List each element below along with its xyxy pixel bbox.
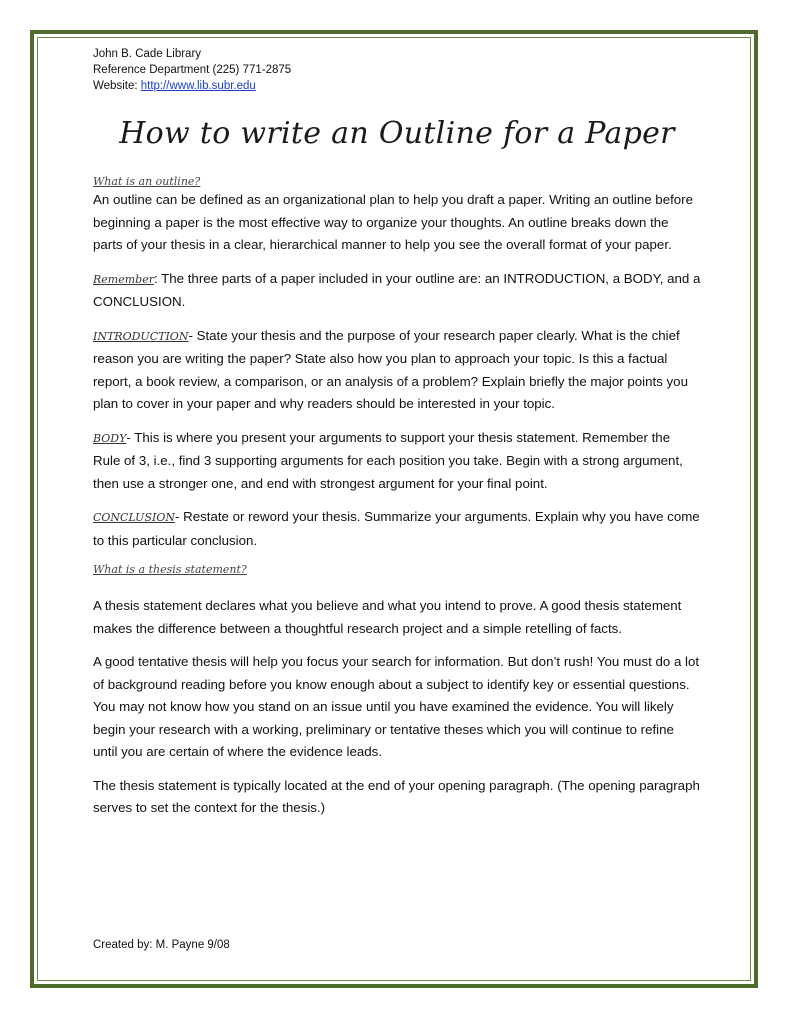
thesis-heading: What is a thesis statement? xyxy=(93,563,247,576)
what-is-outline-heading: What is an outline? xyxy=(93,175,201,188)
thesis-paragraph-1: A thesis statement declares what you believe and what you intend to prove. A good thesis statement makes the difference between a thoughtful research project and a simple retelling of facts. xyxy=(93,598,682,636)
body-paragraph xyxy=(93,427,701,496)
introduction-paragraph xyxy=(93,325,701,416)
thesis-paragraph-3: The thesis statement is typically located at the end of your opening paragraph. (The opening paragraph serves to set the context for the thesis.) xyxy=(93,777,700,815)
conclusion-label: CONCLUSION xyxy=(93,511,175,524)
introduction-text: - State your thesis and the purpose of your research paper clearly. What is the chief reason you are writing the paper? State also how you plan to approach your topic. Is this a factual report, a book review, a comparison, or an analysis of a problem? Explain briefly the major points you plan to cover in your paper and why readers should be interested in your topic. xyxy=(93,327,688,411)
created-by-footer: Created by: M. Payne 9/08 xyxy=(93,939,230,951)
remember-paragraph xyxy=(93,268,701,314)
website-line xyxy=(93,78,701,94)
body-label: BODY xyxy=(93,431,127,445)
remember-label: Remember xyxy=(93,272,154,286)
library-name: John B. Cade Library xyxy=(93,48,202,60)
document-content xyxy=(93,46,701,820)
what-is-outline-text: An outline can be defined as an organizational plan to help you draft a paper. Writing an outline before beginning a paper is the most effective way to organize your thoughts. An outline breaks down the parts of your thesis in a clear, hierarchical manner to help you see the overall format of your paper. xyxy=(93,192,694,252)
website-link[interactable]: http://www.lib.subr.edu xyxy=(140,80,256,92)
conclusion-text: - Restate or reword your thesis. Summarize your arguments. Explain why you have come to this particular conclusion. xyxy=(93,509,700,548)
reference-department: Reference Department (225) 771-2875 xyxy=(93,64,292,76)
page-title: How to write an Outline for a Paper xyxy=(119,116,675,151)
introduction-label: INTRODUCTION xyxy=(93,329,189,343)
remember-text: : The three parts of a paper included in your outline are: an INTRODUCTION, a BODY, and a CONCLUSION. xyxy=(93,270,701,309)
body-text: - This is where you present your arguments to support your thesis statement. Remember the Rule of 3, i.e., find 3 supporting arguments for each position you take. Begin with a strong argument, then use a stronger one, and end with strongest argument for your final point. xyxy=(93,429,683,491)
website-label: Website: xyxy=(93,80,141,92)
thesis-paragraph-2: A good tentative thesis will help you focus your search for information. But don’t rush! You must do a lot of background reading before you know enough about a subject to identify key or essential questions. You may not know how you stand on an issue until you have examined the evidence. You will likely begin your research with a working, preliminary or tentative theses which you will continue to refine until you are certain of where the evidence leads. xyxy=(93,654,700,759)
conclusion-paragraph xyxy=(93,506,701,552)
